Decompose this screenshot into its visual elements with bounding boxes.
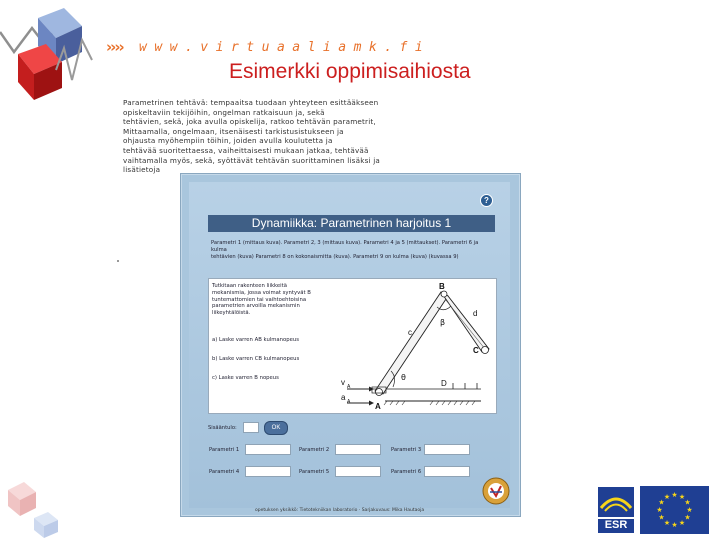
- svg-text:★: ★: [663, 493, 671, 501]
- check-label: Sisääntulo:: [208, 425, 237, 431]
- param-6-label: Parametri 6: [391, 469, 422, 475]
- esr-logo: [597, 486, 635, 534]
- label-d: d: [473, 309, 478, 318]
- exercise-line: mekanismia, jossa voimat syntyvät B: [212, 289, 311, 296]
- rail-posts: [453, 383, 477, 389]
- ground-hatching: [384, 401, 475, 405]
- applet-footer: opetuksen yksikkö: Tietotekniikan laboratorio · Sarjakuvaus: Mika Hautaoja: [255, 508, 425, 513]
- label-c-bar: c: [408, 328, 412, 337]
- site-url[interactable]: www.virtuaaliamk.fi: [139, 40, 431, 55]
- mechanism-diagram: [333, 279, 493, 411]
- applet-title: Dynamiikka: Parametrinen harjoitus 1: [208, 215, 495, 232]
- param-2-input[interactable]: [335, 444, 381, 455]
- bar-bc: [441, 292, 489, 352]
- label-beta: β: [440, 318, 446, 327]
- check-input[interactable]: [243, 422, 259, 433]
- eu-stars-icon: [640, 486, 709, 534]
- param-5-label: Parametri 5: [299, 469, 330, 475]
- faint-cubes-decoration: [0, 470, 70, 540]
- exercise-line: liikeyhtälöistä.: [212, 310, 251, 317]
- label-aa-sub: A: [347, 399, 351, 405]
- param-2-label: Parametri 2: [299, 447, 330, 453]
- intro-line: tehtävien, sekä, joka avulla opiskelija, ratkoo tehtävän parametrit,: [123, 117, 376, 127]
- task-description: [211, 240, 495, 261]
- param-4-input[interactable]: [245, 466, 291, 477]
- virtuaaliamk-cube-logo: [0, 0, 110, 110]
- label-va: v: [341, 378, 345, 387]
- param-1-input[interactable]: [245, 444, 291, 455]
- help-button[interactable]: ?: [480, 194, 493, 207]
- svg-text:★: ★: [663, 519, 671, 527]
- intro-text: [123, 98, 423, 175]
- gear-emblem-icon: [481, 476, 511, 506]
- label-b: B: [439, 282, 445, 291]
- label-a: A: [375, 402, 381, 411]
- question-b: b) Laske varren CB kulmanopeus: [212, 356, 300, 362]
- param-3-label: Parametri 3: [391, 447, 422, 453]
- svg-text:★: ★: [658, 498, 665, 507]
- intro-line: vaihtamalla myös, sekä, syöttävät tehtävän suorittaminen lisäksi ja: [123, 155, 381, 165]
- svg-text:★: ★: [671, 491, 678, 499]
- task-line: tehtävien (kuva) Parametri 8 on kokonaismitta (kuva). Parametri 9 on kulma (kuva) (kuvassa 9): [211, 254, 459, 260]
- stray-dot: [117, 260, 119, 262]
- exercise-line: tuntemattomien tai vaihtoehtoisina: [212, 296, 307, 303]
- exercise-line: parametrien arvoilla mekanismin: [212, 303, 300, 310]
- param-4-label: Parametri 4: [209, 469, 240, 475]
- label-theta: θ: [401, 373, 406, 382]
- task-line: Parametri 1 (mittaus kuva). Parametri 2, 3 (mittaus kuva). Parametri 4 ja 5 (mittaukset). Parametri 6 ja kulma: [211, 240, 479, 253]
- acceleration-arrowhead: [369, 401, 374, 406]
- intro-line: opiskeltaviin tekijöihin, ongelman ratkaisuun ja, sekä: [123, 107, 325, 117]
- applet-window: [180, 173, 521, 517]
- cable-line: [445, 299, 485, 349]
- exercise-line: Tutkitaan rakenteen liikkeitä: [212, 283, 287, 289]
- question-a: a) Laske varren AB kulmanopeus: [212, 337, 300, 343]
- param-1-label: Parametri 1: [209, 447, 240, 453]
- intro-line: lisätietoja: [123, 165, 161, 175]
- svg-text:★: ★: [678, 519, 686, 527]
- svg-text:★: ★: [671, 521, 678, 529]
- url-chevrons: ››››: [106, 38, 123, 56]
- label-d-upper: D: [441, 379, 447, 388]
- check-button[interactable]: OK: [264, 421, 288, 435]
- label-aa: a: [341, 393, 346, 402]
- param-3-input[interactable]: [424, 444, 470, 455]
- intro-line: Parametrinen tehtävä: tempaaitsa tuodaan yhteyteen esittääkseen: [123, 98, 379, 107]
- esr-label: ESR: [604, 519, 628, 531]
- intro-line: Mittaamalla, ongelmaan, itsenäisesti tarkistusistukseen ja: [123, 126, 344, 136]
- svg-text:★: ★: [684, 513, 691, 522]
- page-title: Esimerkki oppimisaihiosta: [229, 60, 471, 83]
- label-c-joint: C: [473, 346, 479, 355]
- question-c: c) Laske varren B nopeus: [212, 375, 279, 381]
- svg-text:★: ★: [658, 513, 665, 522]
- intro-line: tehtävää suoritettaessa, vaiheittaisesti mukaan jatkaa, tehtävää: [123, 145, 369, 155]
- svg-text:★: ★: [678, 493, 686, 501]
- label-va-sub: A: [347, 384, 351, 390]
- svg-text:★: ★: [686, 506, 693, 514]
- exercise-panel: [208, 278, 497, 414]
- svg-text:★: ★: [656, 506, 663, 514]
- joint-b: [441, 291, 447, 297]
- joint-a: [376, 389, 383, 396]
- joint-c: [482, 347, 489, 354]
- exercise-text: [212, 283, 342, 317]
- param-6-input[interactable]: [424, 466, 470, 477]
- param-5-input[interactable]: [335, 466, 381, 477]
- svg-text:★: ★: [684, 498, 691, 507]
- intro-line: ohjausta myöhempiin töihin, joiden avulla koulutetta ja: [123, 136, 333, 146]
- eu-flag: [640, 486, 709, 534]
